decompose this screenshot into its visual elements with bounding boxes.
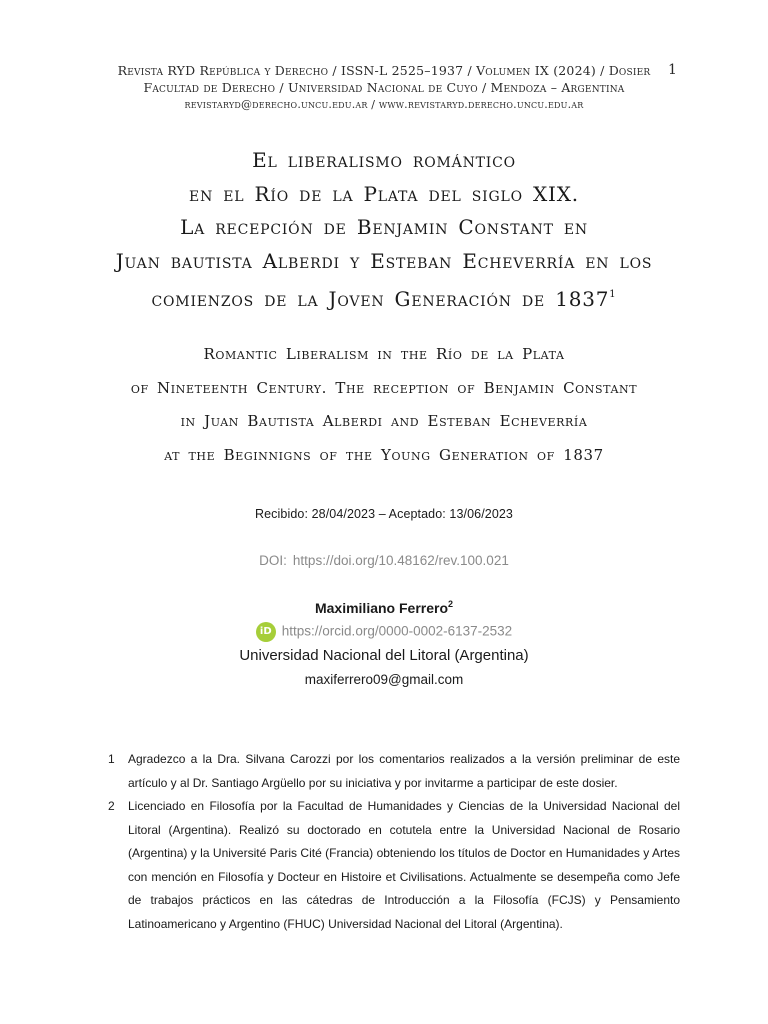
orcid-icon[interactable]: iD — [256, 622, 276, 642]
english-title-line: in Juan Bautista Alberdi and Esteban Echeverría — [180, 412, 588, 430]
orcid-link[interactable]: https://orcid.org/0000-0002-6137-2532 — [281, 623, 513, 639]
spanish-title-line: El liberalismo romántico — [252, 148, 516, 172]
author-email[interactable]: maxiferrero09@gmail.com — [304, 672, 464, 687]
footnote-mark-1[interactable]: 1 — [609, 289, 617, 300]
footnote-2 — [108, 795, 680, 936]
footnotes — [108, 748, 680, 936]
journal-contact-line[interactable]: revistaryd@derecho.uncu.edu.ar / www.revistaryd.derecho.uncu.edu.ar — [184, 98, 584, 111]
spanish-title-line: La recepción de Benjamin Constant en — [180, 215, 588, 239]
footnote-number: 1 — [108, 752, 115, 766]
doi-label: DOI: — [259, 553, 287, 568]
author-name-text: Maximiliano Ferrero — [314, 600, 449, 616]
footnote-text: Agradezco a la Dra. Silvana Carozzi por los comentarios realizados a la versión preliminar de este artículo y al Dr. Santiago Argüello por su iniciativa y por invitarme a participar de este dosier. — [128, 752, 680, 790]
spanish-title-line-text: comienzos de la Joven Generación de 1837 — [151, 287, 610, 311]
footnote-text: Licenciado en Filosofía por la Facultad de Humanidades y Ciencias de la Universidad Nacional del Litoral (Argentina). Realizó su doctorado en cotutela entre la Universidad Nacional de Rosario (Argentina) y la Université Paris Cité (Francia) obteniendo los títulos de Doctor en Humanidades y Artes con mención en Filosofía y Docteur en Histoire et Civilisations. Actualmente se desempeña como Jefe de trabajos prácticos en las cátedras de Introducción a la Filosofía (FCJS) y Pensamiento Latinoamericano y Argentino (FHUC) Universidad Nacional del Litoral (Argentina). — [128, 799, 680, 931]
orcid-line — [0, 622, 768, 642]
author-affiliation: Universidad Nacional del Litoral (Argentina) — [239, 647, 529, 664]
english-title-line: of Nineteenth Century. The reception of Benjamin Constant — [130, 378, 638, 397]
english-title-line: at the Beginnigns of the Young Generation of 1837 — [164, 445, 604, 464]
spanish-title-line-last — [0, 278, 768, 317]
spanish-title-line: Juan bautista Alberdi y Esteban Echeverría en los — [115, 248, 653, 273]
doi-link[interactable]: https://doi.org/10.48162/rev.100.021 — [292, 553, 509, 568]
journal-citation-line: Revista RYD República y Derecho / ISSN-L 2525–1937 / Volumen IX (2024) / Dosier — [117, 63, 651, 78]
spanish-title-line: en el Río de la Plata del siglo XIX. — [189, 181, 579, 206]
footnote-number: 2 — [108, 799, 115, 813]
spanish-title — [0, 144, 768, 317]
english-title-line: Romantic Liberalism in the Río de la Plata — [203, 345, 565, 363]
english-title — [0, 338, 768, 472]
institution-line: Facultad de Derecho / Universidad Nacional de Cuyo / Mendoza – Argentina — [143, 80, 625, 95]
author-name — [0, 599, 768, 616]
footnote-1 — [108, 748, 680, 795]
doi-line — [0, 553, 768, 568]
page-number: 1 — [668, 62, 677, 78]
footnote-mark-2[interactable]: 2 — [448, 599, 454, 609]
running-header — [0, 62, 768, 113]
received-accepted-dates: Recibido: 28/04/2023 – Aceptado: 13/06/2023 — [255, 507, 513, 521]
